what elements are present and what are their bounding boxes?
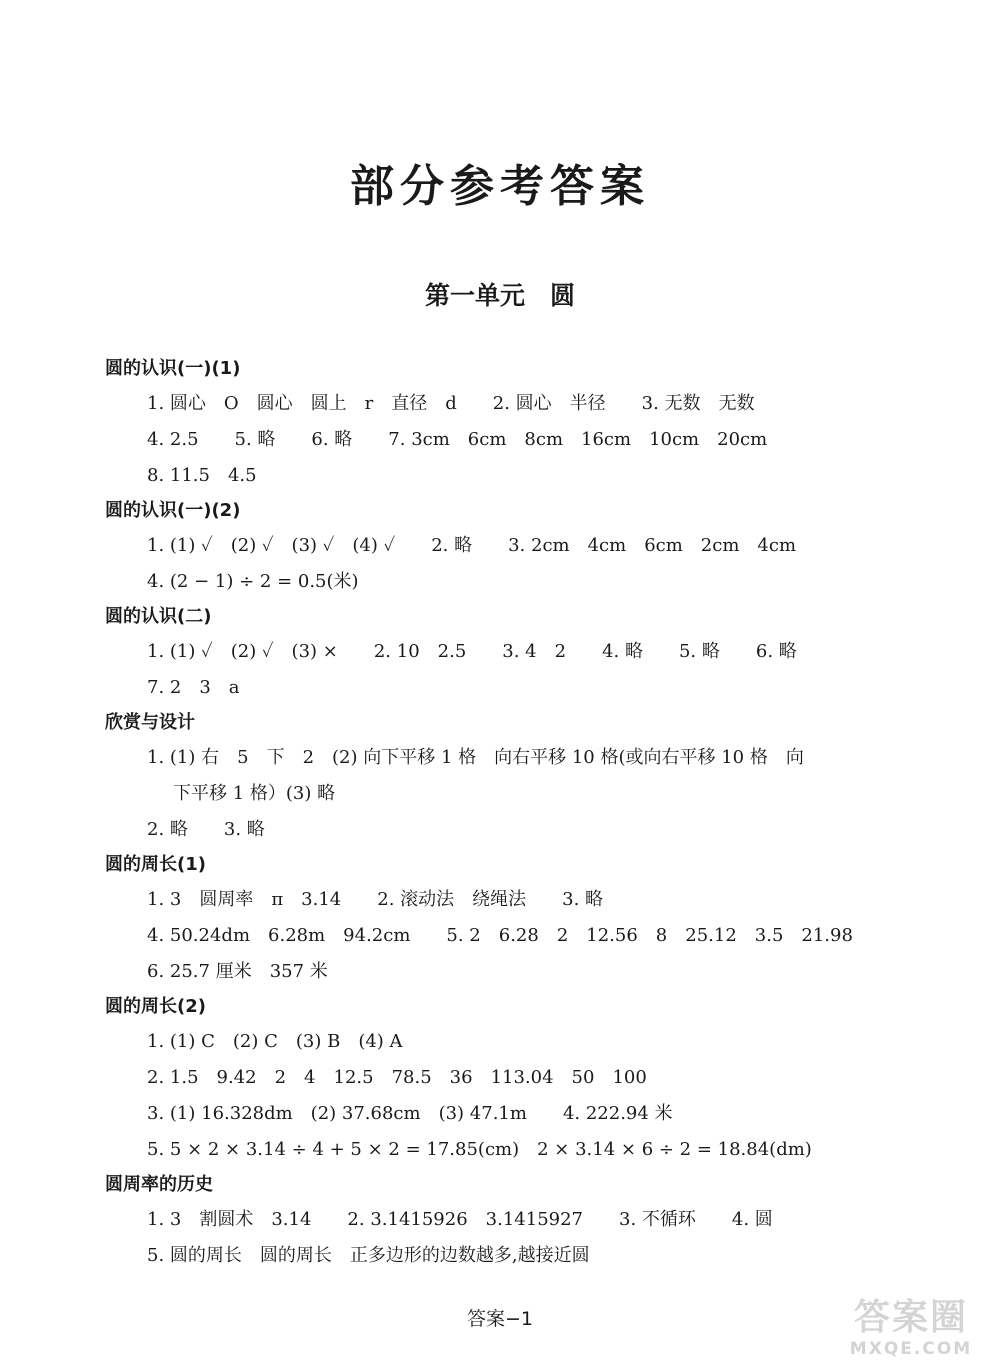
answer-line: 1. (1) C (2) C (3) B (4) A	[147, 1031, 403, 1052]
answer-section	[105, 1168, 885, 1274]
answer-line: 1. 3 割圆术 3.14 2. 3.1415926 3.1415927 3. 不循环 4. 圆	[147, 1209, 773, 1230]
page-title: 部分参考答案	[350, 161, 650, 212]
answer-line: 1. 圆心 O 圆心 圆上 r 直径 d 2. 圆心 半径 3. 无数 无数	[147, 393, 755, 414]
section-heading: 圆的周长(2)	[105, 996, 206, 1017]
answer-line: 4. 2.5 5. 略 6. 略 7. 3cm 6cm 8cm 16cm 10cm 20cm	[147, 429, 768, 450]
answer-section	[105, 990, 885, 1168]
section-heading: 欣赏与设计	[105, 712, 195, 733]
answer-content	[105, 352, 885, 1274]
answer-line: 4. 50.24dm 6.28m 94.2cm 5. 2 6.28 2 12.56 8 25.12 3.5 21.98	[147, 925, 853, 946]
section-heading: 圆的认识(一)(1)	[105, 358, 241, 379]
answer-line: 6. 25.7 厘米 357 米	[147, 961, 328, 982]
page-number: 答案−1	[466, 1308, 533, 1330]
answer-section	[105, 494, 885, 600]
unit-title: 第一单元 圆	[424, 281, 575, 310]
answer-line: 2. 略 3. 略	[147, 819, 265, 840]
answer-line: 1. (1) ✓ (2) ✓ (3) × 2. 10 2.5 3. 4 2 4. 略 5. 略 6. 略	[147, 641, 797, 662]
answer-line: 5. 圆的周长 圆的周长 正多边形的边数越多,越接近圆	[147, 1245, 590, 1266]
answer-line: 7. 2 3 a	[147, 677, 240, 698]
answer-line: 1. (1) ✓ (2) ✓ (3) ✓ (4) ✓ 2. 略 3. 2cm 4cm 6cm 2cm 4cm	[147, 535, 797, 556]
watermark-text: 答案圈	[853, 1297, 968, 1338]
section-heading: 圆的认识(二)	[105, 606, 212, 627]
answer-line: 5. 5 × 2 × 3.14 ÷ 4 + 5 × 2 = 17.85(cm) 2 × 3.14 × 6 ÷ 2 = 18.84(dm)	[147, 1139, 812, 1160]
answer-section	[105, 352, 885, 494]
answer-section	[105, 848, 885, 990]
answer-line: 下平移 1 格）(3) 略	[173, 783, 336, 804]
answer-section	[105, 706, 885, 848]
answer-line: 2. 1.5 9.42 2 4 12.5 78.5 36 113.04 50 100	[147, 1067, 647, 1088]
section-heading: 圆的周长(1)	[105, 854, 206, 875]
answer-line: 1. (1) 右 5 下 2 (2) 向下平移 1 格 向右平移 10 格(或向右平移 10 格 向	[147, 747, 804, 768]
answer-line: 4. (2 − 1) ÷ 2 = 0.5(米)	[147, 571, 359, 592]
answer-line: 3. (1) 16.328dm (2) 37.68cm (3) 47.1m 4. 222.94 米	[147, 1103, 673, 1124]
answer-line: 8. 11.5 4.5	[147, 465, 257, 486]
section-heading: 圆的认识(一)(2)	[105, 500, 241, 521]
watermark-url: MXQE.COM	[849, 1339, 973, 1359]
watermark-logo	[836, 1297, 986, 1365]
section-heading: 圆周率的历史	[105, 1174, 213, 1195]
answer-line: 1. 3 圆周率 π 3.14 2. 滚动法 绕绳法 3. 略	[147, 889, 604, 910]
answer-section	[105, 600, 885, 706]
